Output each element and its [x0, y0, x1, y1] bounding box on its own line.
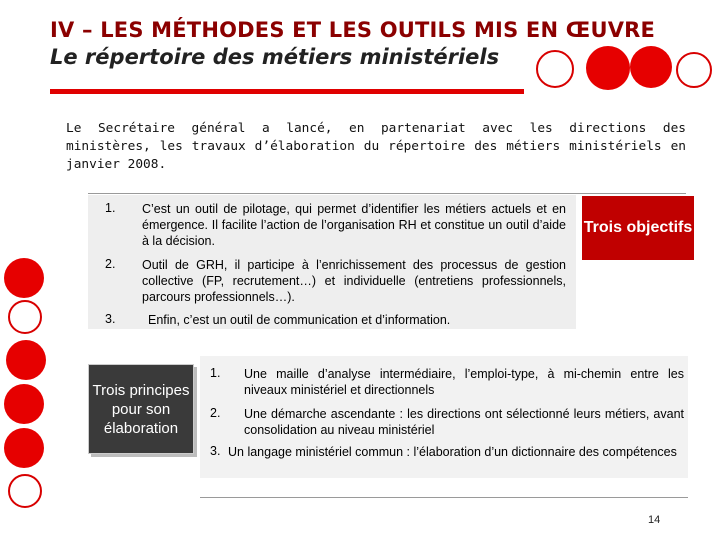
- principle-number: 2.: [210, 406, 221, 420]
- objective-number: 2.: [105, 257, 116, 271]
- principle-text: Une maille d’analyse intermédiaire, l’emploi-type, à mi-chemin entre les niveaux ministériel et directionnels: [244, 367, 684, 397]
- principles-panel: [200, 356, 688, 478]
- objectives-badge: Trois objectifs: [582, 196, 694, 260]
- objective-number: 3.: [105, 312, 116, 326]
- objective-number: 1.: [105, 201, 116, 215]
- deco-circle-filled: [4, 384, 44, 424]
- title-underline: [50, 89, 524, 94]
- principle-number: 1.: [210, 366, 221, 380]
- deco-circle-outline: [8, 300, 42, 334]
- objective-text: Outil de GRH, il participe à l’enrichissement des processus de gestion collective (FP, recrutement…) et individuelle (entretiens professionnels, parcours professionnels…).: [142, 258, 566, 304]
- principles-badge: Trois principes pour son élaboration: [88, 364, 194, 454]
- principle-number: 3.: [210, 444, 221, 458]
- section-divider: [88, 193, 686, 194]
- deco-circle-outline: [8, 474, 42, 508]
- intro-paragraph: Le Secrétaire général a lancé, en partenariat avec les directions des ministères, les travaux d’élaboration du répertoire des métiers ministériels en janvier 2008.: [66, 121, 686, 172]
- objective-text: Enfin, c’est un outil de communication et d’information.: [148, 313, 451, 327]
- principle-text: Un langage ministériel commun : l’élaboration d’un dictionnaire des compétences: [228, 445, 677, 459]
- slide-title: IV – LES MÉTHODES ET LES OUTILS MIS EN ŒUVRE: [50, 18, 656, 42]
- deco-circle-filled: [6, 340, 46, 380]
- slide-subtitle: Le répertoire des métiers ministériels: [50, 45, 500, 69]
- deco-circle-filled: [586, 46, 630, 90]
- deco-circle-filled: [4, 428, 44, 468]
- objectives-panel: [88, 195, 576, 329]
- footer-divider: [200, 497, 688, 498]
- principle-text: Une démarche ascendante : les directions ont sélectionné leurs métiers, avant consolidation au niveau ministériel: [244, 407, 684, 437]
- deco-circle-filled: [630, 46, 672, 88]
- deco-circle-filled: [4, 258, 44, 298]
- deco-circle-outline: [676, 52, 712, 88]
- deco-circle-outline: [536, 50, 574, 88]
- objective-text: C’est un outil de pilotage, qui permet d’identifier les métiers actuels et en émergence. Il facilite l’action de l’organisation RH et constitue un outil d’aide à la décision.: [142, 202, 566, 248]
- page-number: 14: [648, 514, 661, 526]
